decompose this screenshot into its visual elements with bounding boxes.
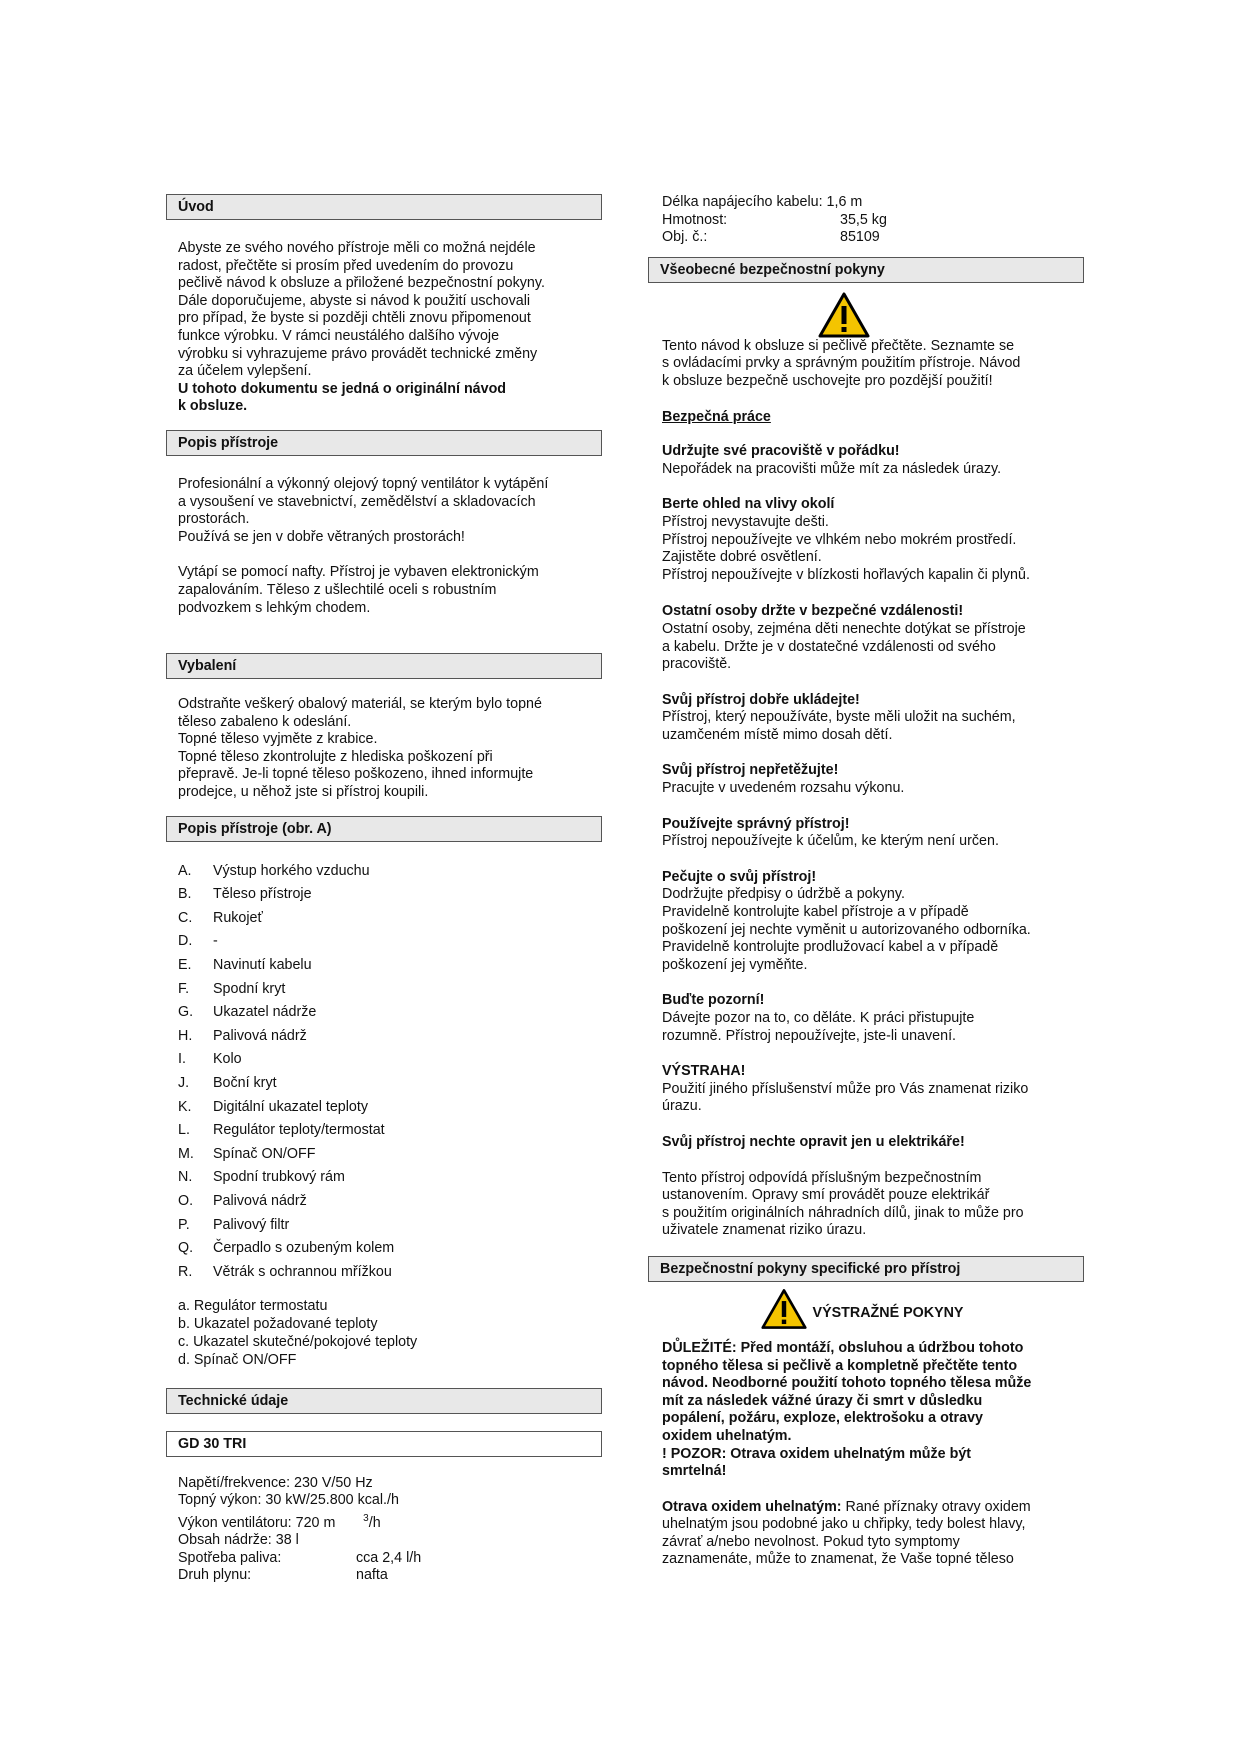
item-value: Palivová nádrž (213, 1192, 307, 1209)
list-item (166, 1143, 602, 1167)
left-column (166, 194, 602, 1585)
kv-row (178, 1567, 602, 1585)
warning-label: VÝSTRAŽNÉ POKYNY (812, 1305, 964, 1322)
fan-sup: 3 (363, 1512, 369, 1524)
item-key: P. (178, 1216, 190, 1233)
item-value: Těleso přístroje (213, 886, 312, 903)
item-value: Navinutí kabelu (213, 957, 312, 974)
text-line: Pravidelně kontrolujte kabel přístroje a v případě (662, 904, 969, 921)
text-line: závrať a/nebo nevolnost. Pokud tyto symptomy (662, 1533, 960, 1550)
text-line: Přístroj nepoužívejte v blízkosti hořlavých kapalin či plynů. (662, 566, 1030, 583)
item-key: R. (178, 1263, 193, 1280)
list-item (166, 1237, 602, 1261)
item-value: Regulátor teploty/termostat (213, 1122, 385, 1139)
item-value: Spínač ON/OFF (213, 1145, 316, 1162)
text-line: Abyste ze svého nového přístroje měli co možná nejdéle (178, 240, 536, 256)
text-line: Topné těleso zkontrolujte z hlediska poškození při (178, 748, 493, 765)
text-line: Dodržujte předpisy o údržbě a pokyny. (662, 886, 905, 903)
item-key: F. (178, 980, 190, 997)
list-item (166, 883, 602, 907)
text-line: výrobku si vyhrazujeme právo provádět technické změny (178, 345, 538, 362)
block-heading: Berte ohled na vlivy okolí (662, 496, 835, 513)
text-line: funkce výrobku. V rámci neustálého dalšího vývoje (178, 327, 500, 344)
item-key: H. (178, 1027, 193, 1044)
warning-heading (640, 1288, 1084, 1330)
item-value: Spodní trubkový rám (213, 1169, 345, 1186)
block-heading: Svůj přístroj nepřetěžujte! (662, 762, 839, 779)
text-line: pečlivě návod k obsluze a přiložené bezpečnostní pokyny. (178, 275, 545, 292)
list-item (166, 1261, 602, 1285)
text-line-bold: k obsluze. (178, 398, 248, 415)
block-heading: Pečujte o svůj přístroj! (662, 868, 817, 885)
item-key: L. (178, 1122, 190, 1139)
text-line: rozumně. Přístroj nepoužívejte, jste-li unavení. (662, 1027, 957, 1044)
text-line: Pracujte v uvedeném rozsahu výkonu. (662, 780, 905, 797)
co-first: Rané příznaky otravy oxidem (841, 1498, 1031, 1515)
list-item (166, 1166, 602, 1190)
item-key: A. (178, 862, 192, 879)
block-heading: Svůj přístroj dobře ukládejte! (662, 691, 860, 708)
text-line: za účelem vylepšení. (178, 363, 312, 380)
item-key: Q. (178, 1240, 194, 1257)
item-value: Výstup horkého vzduchu (213, 862, 370, 879)
text-line: Napětí/frekvence: 230 V/50 Hz (178, 1474, 373, 1491)
text-line: Použití jiného příslušenství může pro Vás znamenat riziko (662, 1080, 1029, 1097)
text-line: ustanovením. Opravy smí provádět pouze elektrikář (662, 1187, 990, 1204)
kv-key: Druh plynu: (178, 1567, 252, 1584)
item-key: J. (178, 1075, 190, 1091)
fan-unit: /h (368, 1514, 381, 1531)
block-heading: Svůj přístroj nechte opravit jen u elektrikáře! (662, 1133, 965, 1150)
text-line: uživatele znamenat riziko úrazu. (662, 1222, 867, 1239)
list-item (166, 1096, 602, 1120)
text-line-bold: oxidem uhelnatým. (662, 1427, 792, 1444)
text-line: poškození jej nechte vyměnit u autorizovaného odborníka. (662, 921, 1031, 938)
co-first-line (662, 1499, 1084, 1517)
item-value: Palivový filtr (213, 1216, 290, 1233)
text-line-bold: U tohoto dokumentu se jedná o originální návod (178, 380, 507, 397)
kv-key: Obj. č.: (662, 229, 708, 246)
item-key: C. (178, 909, 193, 926)
item-value: Palivová nádrž (213, 1027, 307, 1044)
text-line: Obsah nádrže: 38 l (178, 1532, 299, 1549)
kv-row (662, 212, 1084, 230)
text-line: uzamčeném místě mimo dosah dětí. (662, 726, 893, 743)
item-key: G. (178, 1004, 194, 1021)
item-key: E. (178, 957, 192, 974)
text-line-bold: mít za následek vážné úrazy či smrt v důsledku (662, 1392, 983, 1409)
text-line: Nepořádek na pracovišti může mít za následek úrazy. (662, 460, 1002, 477)
item-value: Digitální ukazatel teploty (213, 1098, 368, 1115)
list-item (166, 907, 602, 931)
section-tech-title: Technické údaje (166, 1388, 602, 1414)
list-item: d. Spínač ON/OFF (178, 1351, 297, 1368)
item-key: D. (178, 933, 193, 950)
item-key: I. (178, 1051, 186, 1068)
block-heading: Ostatní osoby držte v bezpečné vzdálenosti! (662, 603, 964, 620)
text-line-bold: smrtelná! (662, 1463, 727, 1480)
item-value: Větrák s ochrannou mřížkou (213, 1263, 392, 1280)
specific-safety-text (648, 1340, 1084, 1569)
list-item (166, 1001, 602, 1025)
item-value: Ukazatel nádrže (213, 1004, 317, 1021)
list-item (166, 978, 602, 1002)
item-value: - (213, 933, 218, 950)
text-line: pracoviště. (662, 656, 732, 673)
tech-text (166, 1475, 602, 1585)
text-line: zaznamenáte, může to znamenat, že Vaše topné těleso (662, 1551, 1014, 1568)
text-line: prostorách. (178, 511, 250, 528)
text-line: Topný výkon: 30 kW/25.800 kcal./h (178, 1492, 399, 1509)
text-line: zapalováním. Těleso z ušlechtilé oceli s robustním (178, 581, 497, 598)
kv-row (178, 1550, 602, 1568)
text-line: Tento přístroj odpovídá příslušným bezpečnostním (662, 1169, 982, 1186)
list-item (166, 1190, 602, 1214)
text-line: Délka napájecího kabelu: 1,6 m (662, 194, 863, 210)
item-key: M. (178, 1145, 194, 1162)
text-line-bold: návod. Neodborné použití tohoto topného tělesa může (662, 1375, 1032, 1392)
kv-row (662, 229, 1084, 247)
section-general-safety-title: Všeobecné bezpečnostní pokyny (648, 257, 1084, 283)
unpacking-text (166, 696, 602, 802)
list-item: c. Ukazatel skutečné/pokojové teploty (178, 1333, 418, 1350)
right-column (648, 194, 1084, 1569)
text-line: Topné těleso vyjměte z krabice. (178, 731, 378, 748)
section-intro-title: Úvod (166, 194, 602, 220)
warning-icon-wrap (604, 292, 1084, 338)
kv-value: 35,5 kg (840, 211, 887, 228)
text-line: s použitím originálních náhradních dílů, jinak to může pro (662, 1204, 1024, 1221)
text-line-bold: topného tělesa si pečlivě a kompletně přečtěte tento (662, 1357, 1018, 1374)
text-line-bold: ! POZOR: Otrava oxidem uhelnatým může být (662, 1445, 972, 1462)
text-line: přepravě. Je-li topné těleso poškozeno, ihned informujte (178, 766, 534, 783)
item-key: N. (178, 1169, 193, 1186)
item-key: B. (178, 886, 192, 903)
item-key: K. (178, 1098, 192, 1115)
item-value: Kolo (213, 1051, 242, 1068)
text-line: Používá se jen v dobře větraných prostorách! (178, 528, 465, 545)
text-line: prodejce, u něhož jste si přístroj koupili. (178, 784, 429, 801)
text-line: Zajistěte dobré osvětlení. (662, 549, 822, 566)
text-line: k obsluze bezpečně uschovejte pro pozdější použití! (662, 372, 993, 389)
fan-output (178, 1510, 602, 1532)
text-line: podvozkem s lehkým chodem. (178, 599, 371, 616)
kv-value: nafta (356, 1567, 388, 1584)
text-line: Přístroj nepoužívejte ve vlhkém nebo mokrém prostředí. (662, 531, 1017, 548)
section-unpacking-title: Vybalení (166, 653, 602, 679)
text-line: a kabelu. Držte je v dostatečné vzdálenosti od svého (662, 638, 996, 655)
text-line: uhelnatým jsou podobné jako u chřipky, tedy bolest hlavy, (662, 1516, 1026, 1533)
text-line: Ostatní osoby, zejména děti nenechte dotýkat se přístroje (662, 620, 1026, 637)
text-line: Přístroj, který nepoužíváte, byste měli uložit na suchém, (662, 709, 1016, 726)
list-item: a. Regulátor termostatu (178, 1298, 328, 1315)
item-value: Čerpadlo s ozubeným kolem (213, 1240, 395, 1257)
model-title: GD 30 TRI (166, 1431, 602, 1457)
item-value: Spodní kryt (213, 980, 286, 997)
warning-triangle-icon (761, 1288, 807, 1330)
item-value: Boční kryt (213, 1075, 277, 1091)
text-line: Dále doporučujeme, abyste si návod k použití uschovali (178, 292, 531, 309)
block-heading: VÝSTRAHA! (662, 1063, 746, 1080)
text-line: s ovládacími prvky a správným použitím přístroje. Návod (662, 355, 1021, 372)
parts-list (166, 860, 602, 1285)
item-value: Rukojeť (213, 909, 263, 926)
kv-key: Spotřeba paliva: (178, 1549, 282, 1566)
co-bold: Otrava oxidem uhelnatým: (662, 1498, 842, 1515)
block-heading: Udržujte své pracoviště v pořádku! (662, 443, 900, 460)
text-line-bold: DŮLEŽITÉ: Před montáží, obsluhou a údržbou tohoto (662, 1339, 1024, 1356)
text-line: pro případ, že byste si později chtěli znovu připomenout (178, 310, 531, 327)
list-item (166, 954, 602, 978)
block-heading: Buďte pozorní! (662, 992, 765, 1009)
list-item (166, 1214, 602, 1238)
text-line: Vytápí se pomocí nafty. Přístroj je vybaven elektronickým (178, 564, 539, 581)
block-heading: Používejte správný přístroj! (662, 815, 850, 832)
text-line: Přístroj nepoužívejte k účelům, ke kterým není určen. (662, 833, 999, 850)
safe-work-heading: Bezpečná práce (662, 408, 771, 425)
section-parts-title: Popis přístroje (obr. A) (166, 816, 602, 842)
list-item (166, 860, 602, 884)
text-line-bold: popálení, požáru, exploze, elektrošoku a otravy (662, 1410, 983, 1427)
text-line: radost, přečtěte si prosím před uvedením do provozu (178, 257, 514, 274)
warning-triangle-icon (818, 292, 870, 338)
text-line: Odstraňte veškerý obalový materiál, se kterým bylo topné (178, 696, 542, 713)
text-line: těleso zabaleno k odeslání. (178, 713, 352, 730)
parts-sublist (166, 1298, 602, 1369)
text-line: Profesionální a výkonný olejový topný ventilátor k vytápění (178, 475, 549, 492)
text-line: a vysoušení ve stavebnictví, zemědělství a skladovacích (178, 493, 536, 510)
list-item (166, 1048, 602, 1072)
general-safety-text (648, 338, 1084, 1240)
fan-label: Výkon ventilátoru: 720 m (178, 1514, 336, 1531)
text-line: Přístroj nevystavujte dešti. (662, 513, 829, 530)
tech-continued (648, 194, 1084, 247)
text-line: Tento návod k obsluze si pečlivě přečtěte. Seznamte se (662, 337, 1015, 354)
list-item (166, 930, 602, 954)
text-line: Dávejte pozor na to, co děláte. K práci přistupujte (662, 1010, 975, 1026)
item-key: O. (178, 1192, 194, 1209)
text-line: úrazu. (662, 1098, 702, 1115)
description-text (166, 476, 602, 617)
kv-value: 85109 (840, 229, 880, 246)
list-item: b. Ukazatel požadované teploty (178, 1316, 378, 1333)
kv-key: Hmotnost: (662, 211, 728, 228)
intro-text (166, 240, 602, 416)
text-line: Pravidelně kontrolujte prodlužovací kabel a v případě (662, 939, 999, 956)
kv-value: cca 2,4 l/h (356, 1549, 422, 1566)
text-line: poškození jej vyměňte. (662, 956, 808, 973)
list-item (166, 1025, 602, 1049)
section-specific-safety-title: Bezpečnostní pokyny specifické pro přístroj (648, 1256, 1084, 1282)
list-item (166, 1119, 602, 1143)
list-item (166, 1072, 602, 1096)
section-description-title: Popis přístroje (166, 430, 602, 456)
